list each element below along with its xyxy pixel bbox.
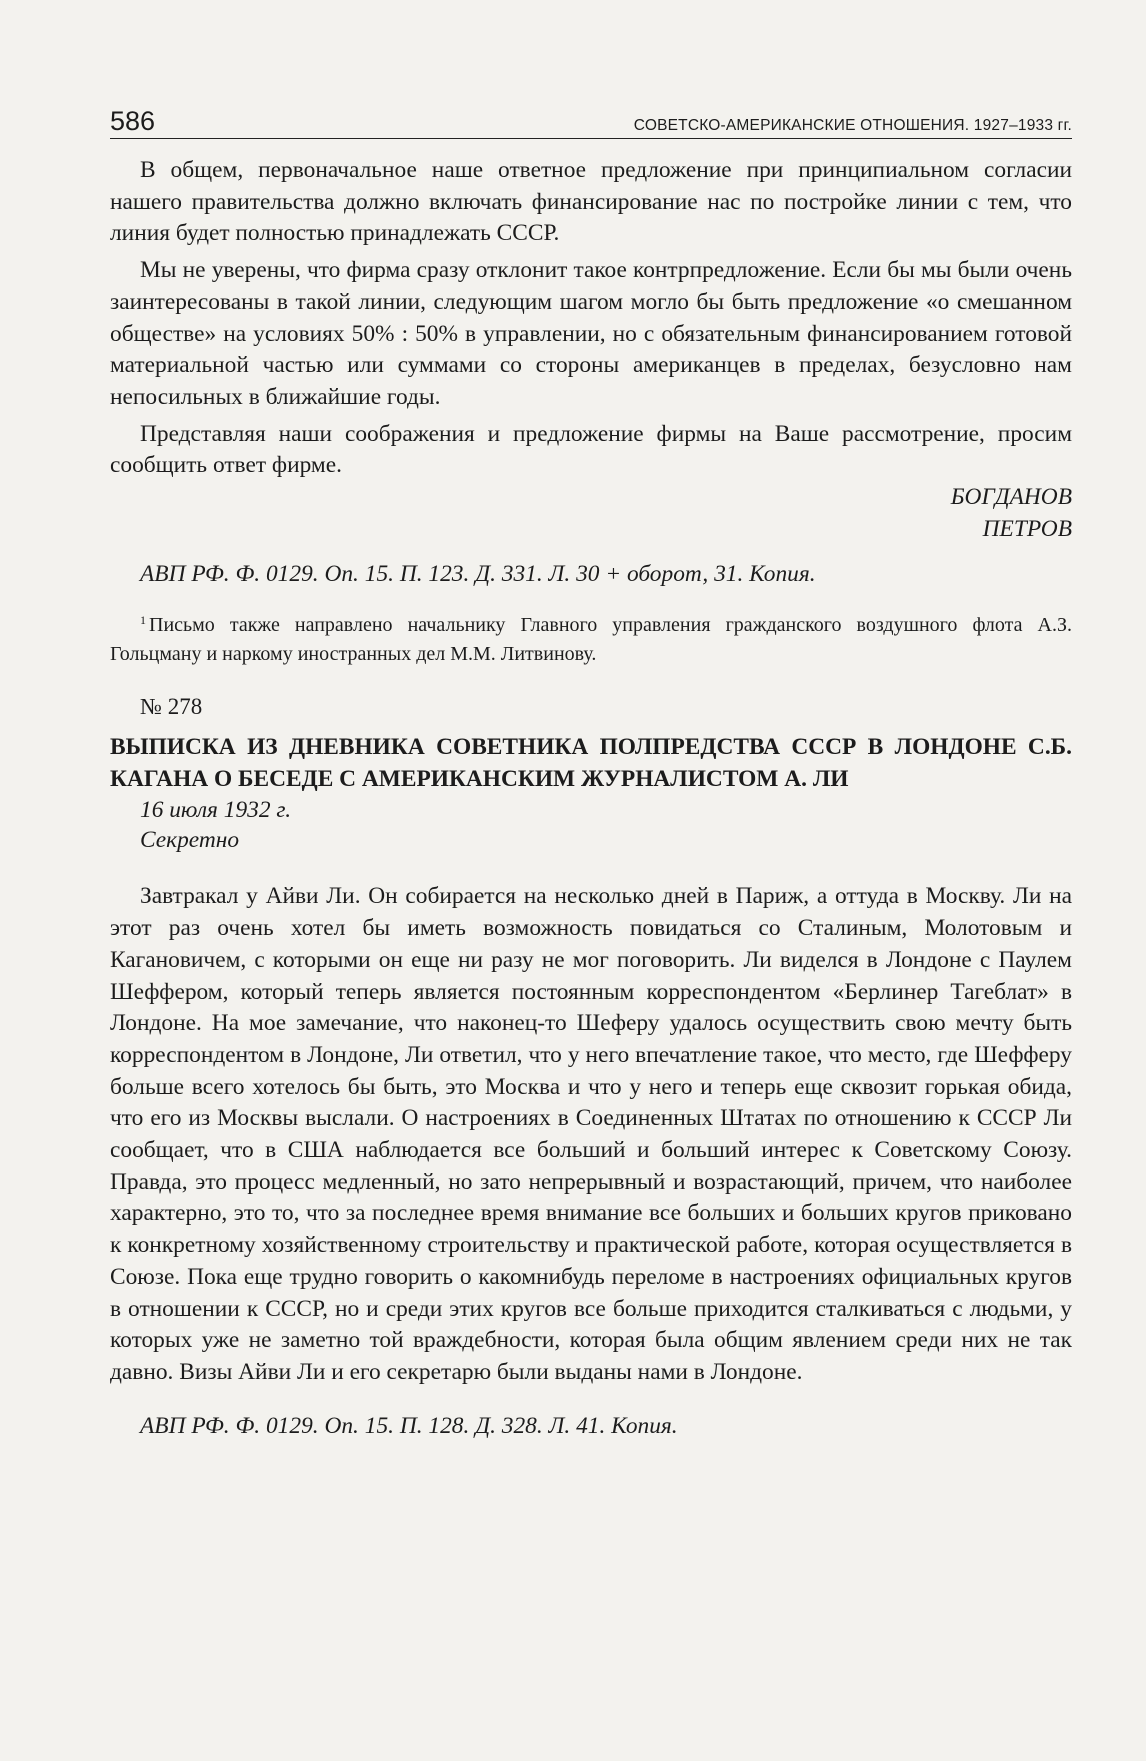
page-number: 586: [110, 106, 156, 136]
letter-paragraph: Представляя наши соображения и предложение фирмы на Ваше рассмотрение, просим сообщить ответ фирме.: [110, 420, 1072, 479]
signature-bogdanov: БОГДАНОВ: [950, 484, 1072, 511]
document-date: 16 июля 1932 г.: [140, 797, 292, 824]
footnote-text: Письмо также направлено начальнику Главного управления гражданского воздушного флота А.З. Гольцману и наркому иностранных дел М.М. Литвинову.: [110, 614, 1072, 666]
running-header: [110, 108, 1072, 139]
letter-paragraph: В общем, первоначальное наше ответное предложение при принципиальном согласии нашего правительства должно включать финансирование нас по постройке линии с тем, что линия будет полностью принадлежать СССР.: [110, 157, 1072, 247]
document-title: ВЫПИСКА ИЗ ДНЕВНИКА СОВЕТНИКА ПОЛПРЕДСТВА СССР В ЛОНДОНЕ С.Б. КАГАНА О БЕСЕДЕ С АМЕРИКАНСКИМ ЖУРНАЛИСТОМ А. ЛИ: [110, 734, 1072, 793]
running-title: СОВЕТСКО-АМЕРИКАНСКИЕ ОТНОШЕНИЯ. 1927–1933 гг.: [633, 117, 1072, 134]
signature-petrov: ПЕТРОВ: [982, 515, 1072, 542]
archive-source-citation: АВП РФ. Ф. 0129. Оп. 15. П. 123. Д. 331. Л. 30 + оборот, 31. Копия.: [140, 561, 816, 588]
document-body: Завтракал у Айви Ли. Он собирается на несколько дней в Париж, а оттуда в Москву. Ли на этот раз очень хотел бы иметь возможность повидаться со Сталиным, Молотовым и Кагановичем, с которыми он еще ни разу не мог поговорить. Ли виделся в Лондоне с Паулем Шеффером, который теперь является постоянным корреспондентом «Берлинер Тагеблат» в Лондоне. На мое замечание, что наконец-то Шеферу удалось осуществить свою мечту быть корреспондентом в Лондоне, Ли ответил, что у него впечатление такое, что место, где Шефферу больше всего хотелось бы быть, это Москва и что у него и теперь еще сквозит горькая обида, что его из Москвы выслали. О настроениях в Соединенных Штатах по отношению к СССР Ли сообщает, что в США наблюдается все больший и больший интерес к Советскому Союзу. Правда, это процесс медленный, но зато непрерывный и возрастающий, причем, что наиболее характерно, это то, что за последнее время внимание все больших и больших кругов приковано к конкретному хозяйственному строительству и практической работе, которая осуществляется в Союзе. Пока еще трудно говорить о какомнибудь переломе в настроениях официальных кругов в отношении к СССР, но и среди этих кругов все больше приходится сталкиваться с людьми, у которых уже не заметно той враждебности, которая была общим явлением среди них не так давно. Визы Айви Ли и его секретарю были выданы нами в Лондоне.: [110, 883, 1072, 1385]
footnote: [110, 606, 1072, 669]
document-number: № 278: [140, 694, 203, 720]
archive-source-citation-2: АВП РФ. Ф. 0129. Оп. 15. П. 128. Д. 328. Л. 41. Копия.: [140, 1412, 678, 1439]
footnote-marker: 1: [140, 613, 146, 628]
document-classification: Секретно: [140, 827, 240, 854]
letter-paragraph: Мы не уверены, что фирма сразу отклонит такое контрпредложение. Если бы мы были очень заинтересованы в такой линии, следующим шагом могло бы быть предложение «о смешанном обществе» на условиях 50% : 50% в управлении, но с обязательным финансированием готовой материальной частью или суммами со стороны американцев в пределах, безусловно нам непосильных в ближайшие годы.: [110, 257, 1072, 410]
